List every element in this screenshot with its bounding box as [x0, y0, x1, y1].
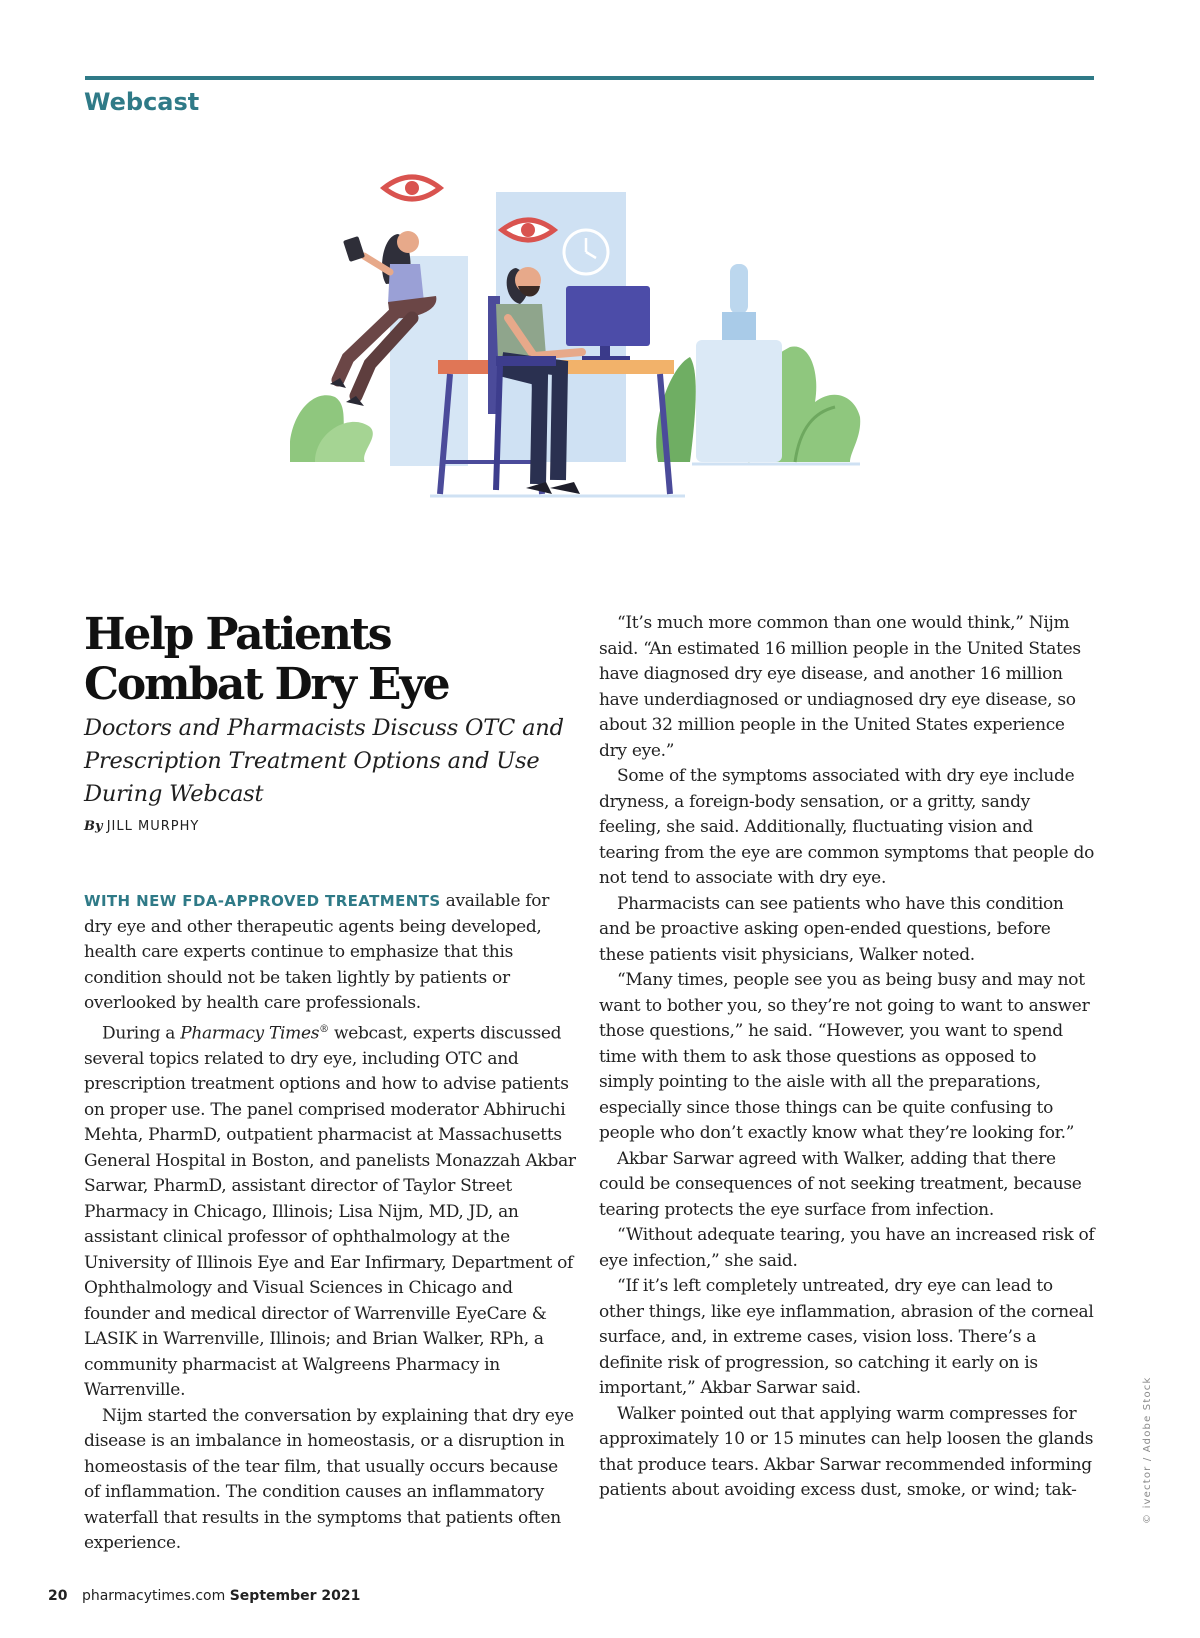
article-title: Help Patients Combat Dry Eye	[84, 609, 449, 710]
footer-site: pharmacytimes.com	[81, 1588, 226, 1604]
lead-in: WITH NEW FDA-APPROVED TREATMENTS	[84, 892, 441, 910]
article-deck: Doctors and Pharmacists Discuss OTC and Prescription Treatment Options and Use During Webcast	[84, 715, 564, 807]
hero-illustration	[290, 172, 910, 532]
publication-name: Pharmacy Times	[180, 1023, 320, 1044]
paragraph-11: Walker pointed out that applying warm compresses for approximately 10 or 15 minutes can help loosen the glands that produce tears. Akbar Sarwar recommended informing patients about avoiding excess dust, smoke, or wind; tak-	[599, 1403, 1094, 1500]
author-name: JILL MURPHY	[106, 819, 200, 834]
article-column-right	[599, 611, 1095, 1504]
paragraph-6: Pharmacists can see patients who have this condition and be proactive asking open-ended questions, before these patients visit physicians, Walker noted.	[599, 893, 1064, 965]
eye-icon-top	[384, 177, 440, 199]
paragraph-7: “Many times, people see you as being busy and may not want to bother you, so they’re not going to want to answer those questions,” he said. “However, you want to spend time with them to ask those questions as opposed to simply pointing to the aisle with all the preparations, especially since those things can be quite confusing to people who don’t exactly know what they’re looking for.”	[599, 970, 1090, 1143]
byline-prefix: By	[84, 819, 103, 834]
paragraph-1-text: available for dry eye and other therapeutic agents being developed, health care experts continue to emphasize that this condition should not be taken lightly by patients or overlooked by health care professionals.	[84, 891, 550, 1013]
page-footer	[48, 1588, 360, 1604]
paragraph-10: “If it’s left completely untreated, dry eye can lead to other things, like eye inflammation, abrasion of the corneal surface, and, in extreme cases, vision loss. There’s a definite risk of progression, so catching it early on is important,” Akbar Sarwar said.	[599, 1276, 1094, 1398]
registered-mark: ®	[319, 1023, 329, 1035]
article-column-left	[84, 889, 576, 1557]
section-label: Webcast	[84, 88, 200, 116]
paragraph-1	[84, 889, 576, 1017]
footer-issue: September 2021	[229, 1588, 361, 1604]
paragraph-5: Some of the symptoms associated with dry eye include dryness, a foreign-body sensation, or a gritty, sandy feeling, she said. Additionally, fluctuating vision and tearing from the eye are common symptoms that people do not tend to associate with dry eye.	[599, 766, 1095, 888]
paragraph-3: Nijm started the conversation by explaining that dry eye disease is an imbalance in homeostasis, or a disruption in homeostasis of the tear film, that usually occurs because of inflammation. The condition causes an inflammatory waterfall that results in the symptoms that patients often experience.	[84, 1405, 574, 1554]
eye-icon-middle	[502, 220, 554, 240]
paragraph-4: “It’s much more common than one would think,” Nijm said. “An estimated 16 million people in the United States have diagnosed dry eye disease, and another 16 million have underdiagnosed or undiagnosed dry eye disease, so about 32 million people in the United States experience dry eye.”	[599, 613, 1081, 761]
paragraph-8: Akbar Sarwar agreed with Walker, adding that there could be consequences of not seeking treatment, because tearing protects the eye surface from infection.	[599, 1148, 1082, 1220]
eye-drop-bottle	[696, 264, 782, 462]
page-number: 20	[48, 1588, 68, 1604]
header-rule	[85, 76, 1094, 80]
byline	[84, 819, 199, 834]
paragraph-2: During a Pharmacy Times® webcast, experts discussed several topics related to dry eye, including OTC and prescription treatment options and how to advise patients on proper use. The panel comprised moderator Abhiruchi Mehta, PharmD, outpatient pharmacist at Massachusetts General Hospital in Boston, and panelists Monazzah Akbar Sarwar, PharmD, assistant director of Taylor Street Pharmacy in Chicago, Illinois; Lisa Nijm, MD, JD, an assistant clinical professor of ophthalmology at the University of Illinois Eye and Ear Infirmary, Department of Ophthalmology and Visual Sciences in Chicago and founder and medical director of Warrenville EyeCare & LASIK in Warrenville, Illinois; and Brian Walker, RPh, a community pharmacist at Walgreens Pharmacy in Warrenville.	[84, 1023, 576, 1401]
paragraph-9: “Without adequate tearing, you have an increased risk of eye infection,” she said.	[599, 1225, 1095, 1271]
photo-credit: © ivector / Adobe Stock	[1142, 1376, 1153, 1524]
